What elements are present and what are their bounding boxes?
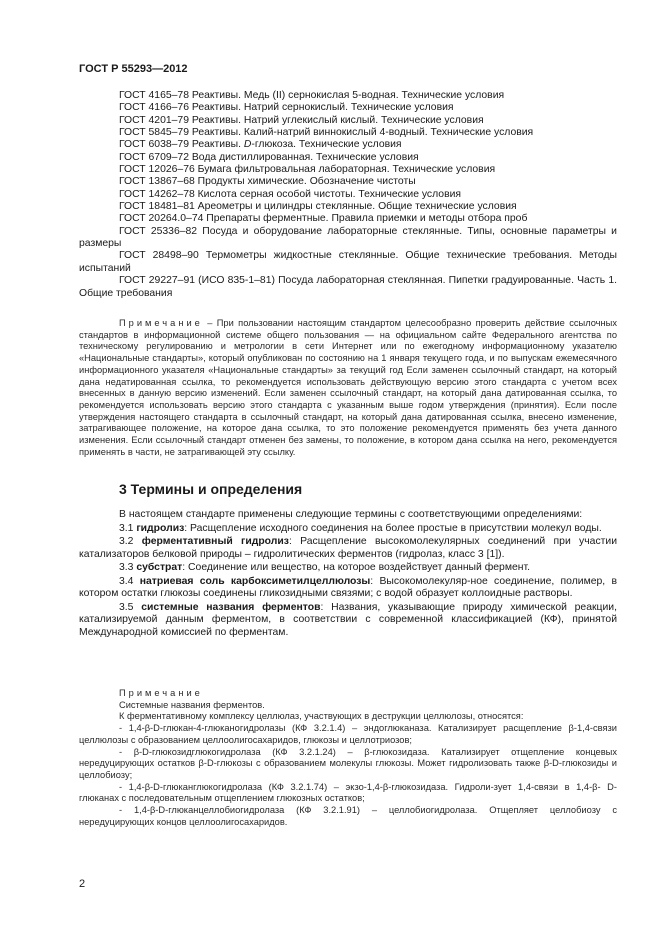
- term-definition: [79, 523, 617, 536]
- section-intro: В настоящем стандарте применены следующие термины с соответствующими определениями:: [119, 509, 583, 520]
- term-definition: [79, 536, 617, 561]
- note-line: - 1,4-β-D-глюканцеллобиогидролаза (КФ 3.2.1.91) – целлобиогидролаза. Отщепляет целлобиозу с нередуцирующих концов целлоолигосахаридов.: [79, 805, 617, 827]
- section-heading: 3 Термины и определения: [119, 481, 303, 497]
- reference-item: ГОСТ 12026–76 Бумага фильтровальная лабораторная. Технические условия: [119, 164, 496, 176]
- note-label: Примечание: [119, 318, 203, 328]
- term-number: 3.5: [119, 601, 142, 613]
- term-number: 3.3: [119, 562, 137, 573]
- term-text: : Расщепление исходного соединения на более простые в присутствии молекул воды.: [184, 522, 602, 534]
- reference-item: ГОСТ 5845–79 Реактивы. Калий-натрий виннокислый 4-водный. Технические условия: [119, 127, 534, 139]
- reference-item: ГОСТ 18481–81 Ареометры и цилиндры стеклянные. Общие технические условия: [119, 201, 517, 213]
- term-text: : Соединение или вещество, на которое воздействует данный фермент.: [182, 562, 530, 573]
- references-note: [79, 318, 617, 458]
- term-name: субстрат: [136, 562, 183, 573]
- term-definition: [79, 562, 617, 575]
- note-line: Системные названия ферментов.: [119, 699, 265, 710]
- reference-item: ГОСТ 13867–68 Продукты химические. Обозначение чистоты: [119, 176, 416, 188]
- note-label: Примечание: [119, 688, 203, 698]
- term-definition: [79, 602, 617, 640]
- reference-item: ГОСТ 29227–91 (ИСО 835-1–81) Посуда лабораторная стеклянная. Пипетки градуированные. Часть 1. Общие требования: [79, 275, 617, 299]
- term-number: 3.2: [119, 536, 142, 547]
- reference-item: ГОСТ 6709–72 Вода дистиллированная. Технические условия: [119, 151, 419, 163]
- note-paragraph: [79, 318, 617, 458]
- reference-item: ГОСТ 28498–90 Термометры жидкостные стеклянные. Общие технические требования. Методы испытаний: [79, 250, 617, 274]
- reference-item: ГОСТ 4166–76 Реактивы. Натрий сернокислый. Технические условия: [119, 102, 454, 114]
- reference-text: ГОСТ 6038–79 Реактивы.: [119, 139, 244, 151]
- terms-section: [79, 509, 617, 640]
- reference-item: [79, 139, 617, 151]
- term-name: гидролиз: [136, 522, 185, 534]
- page-number: 2: [79, 878, 86, 890]
- reference-item: ГОСТ 4165–78 Реактивы. Медь (II) сернокислая 5-водная. Технические условия: [119, 90, 505, 101]
- normative-references-list: [79, 90, 617, 300]
- term-number: 3.4: [119, 575, 140, 587]
- note-line: - 1,4-β-D-глюкан-4-глюканогидролазы (КФ 3.2.1.4) – эндоглюканаза. Катализирует расщепление β-1,4-связи целлюлозы с образованием целлоолигосахаридов, глюкозы и целлотриозов;: [79, 723, 617, 745]
- term-text: : Названия, указывающие природу химической реакции, катализируемой данным ферментом, в соответствии с современной классификацией (КФ), принятой Международной комиссией по ферментам.: [79, 601, 617, 638]
- term-definition: [79, 576, 617, 601]
- note-line: К ферментативному комплексу целлюлаз, участвующих в деструкции целлюлозы, относятся:: [119, 711, 524, 722]
- term-name: системные названия ферментов: [141, 601, 321, 613]
- term-text: : Расщепление высокомолекулярных соединений при участии катализаторов белковой природы – гидролитических ферментов (гидролаз, класс 3 [1]).: [79, 536, 618, 560]
- reference-item: ГОСТ 14262–78 Кислота серная особой чистоты. Технические условия: [119, 188, 462, 200]
- note-line: - 1,4-β-D-глюканглюкогидролаза (КФ 3.2.1.74) – экзо-1,4-β-глюкозидаза. Гидроли-зует 1,4-связи в 1,4-β- D-глюканах с последовательным отщеплением глюкозных остатков;: [79, 781, 617, 804]
- reference-text: -глюкоза. Технические условия: [251, 139, 402, 151]
- term-name: натриевая соль карбоксиметилцеллюлозы: [139, 575, 371, 587]
- reference-italic: D: [243, 139, 252, 151]
- document-header: ГОСТ Р 55293—2012: [79, 63, 188, 75]
- reference-item: ГОСТ 20264.0–74 Препараты ферментные. Правила приемки и методы отбора проб: [119, 213, 528, 225]
- enzymes-note: [79, 688, 617, 828]
- reference-item: ГОСТ 25336–82 Посуда и оборудование лабораторные стеклянные. Типы, основные параметры и размеры: [79, 225, 617, 250]
- note-line: - β-D-глюкозидглюкогидролаза (КФ 3.2.1.24) – β-глюкозидаза. Катализирует отщепление концевых нередуцирующих остатков β-D-глюкозы с образованием молекулы глюкозы. Может гидролизовать также β-D-глюкозиды и целлобиозу;: [79, 746, 617, 780]
- reference-item: ГОСТ 4201–79 Реактивы. Натрий углекислый кислый. Технические условия: [119, 114, 484, 126]
- term-name: ферментативный гидролиз: [141, 536, 289, 547]
- term-text: : Высокомолекуляр-ное соединение, полимер, в котором остатки глюкозы соединены гликозидными связями; с водой образует коллоидные растворы.: [79, 575, 617, 599]
- note-text: – При пользовании настоящим стандартом целесообразно проверить действие ссылочных стандартов в информационной системе общего пользования — на официальном сайте Федерального агентства по техническому регулированию и метрологии в сети Интернет или по ежегодному информационному указателю «Национальные стандарты», который опубликован по состоянию на 1 января текущего года, и по выпускам ежемесячного информационного указателя «Национальные стандарты» за текущий год Если заменен ссылочный стандарт, на который дана недатированная ссылка, то рекомендуется использовать действующую версию этого стандарта с учетом всех внесенных в данную версию изменений. Если заменен ссылочный стандарт, на который дана датированная ссылка, то рекомендуется использовать версию этого стандарта с указанным выше годом утверждения (принятия). Если после утверждения настоящего стандарта в ссылочный стандарт, на который дана датированная ссылка, внесено изменение, затрагивающее положение, на которое дана ссылка, то это положение рекомендуется применять без учета данного изменения. Если ссылочный стандарт отменен без замены, то положение, в котором дана ссылка на него, рекомендуется применять в части, не затрагивающей эту ссылку.: [79, 318, 617, 457]
- term-number: 3.1: [119, 522, 137, 534]
